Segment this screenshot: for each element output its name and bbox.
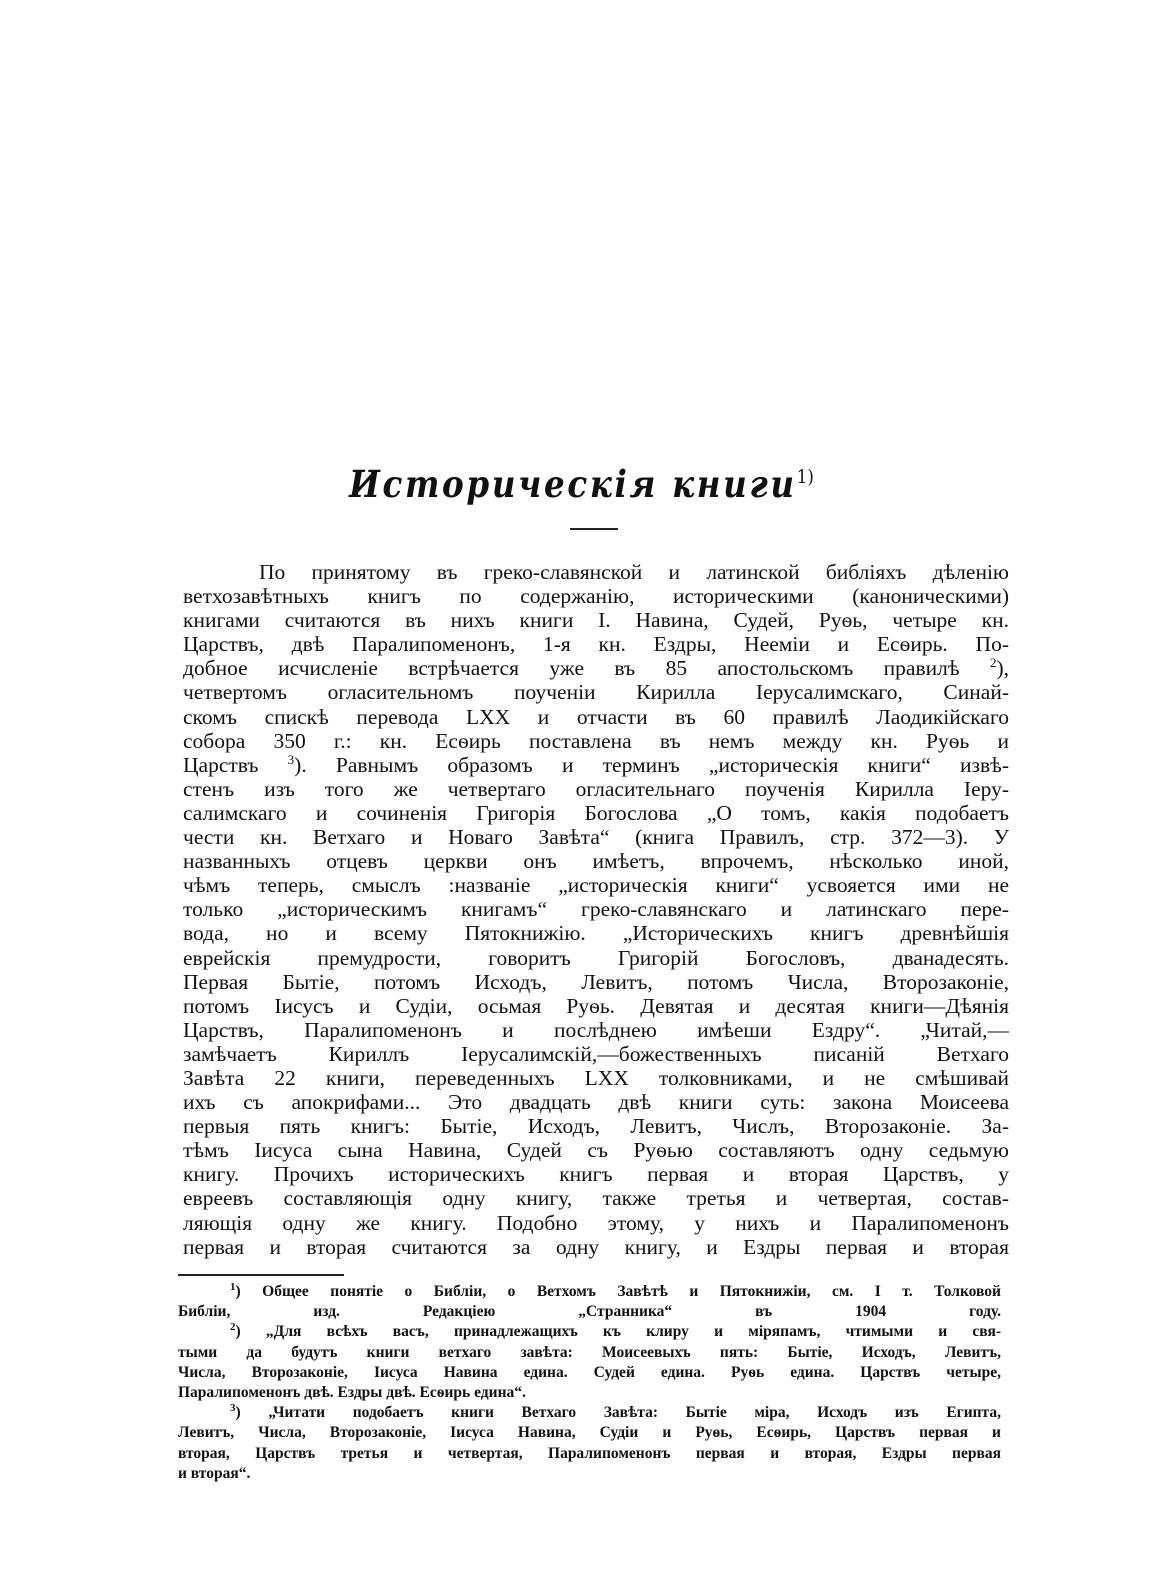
- title-divider: [570, 528, 618, 530]
- text-line: Царствъ, двѣ Паралипоменонъ, 1-я кн. Ездры, Нееміи и Есѳирь. По-: [183, 632, 1009, 657]
- footnote-line: Числа, Второзаконіе, Іисуса Навина едина. Судей едина. Руѳь едина. Царствъ четыре,: [178, 1363, 1001, 1381]
- footnote-line: Библіи, изд. Редакціею „Странника“ въ 1904 году.: [178, 1303, 1001, 1321]
- text-line: потомъ Іисусъ и Судіи, осьмая Руѳь. Девятая и десятая книги—Дѣянія: [183, 993, 1009, 1018]
- text-line: только „историческимъ книгамъ“ греко-славянскаго и латинскаго пере-: [183, 897, 1009, 922]
- footnote-reference: 3: [230, 1402, 236, 1415]
- text-line: Царствъ $^3$). Равнымъ образомъ и терминъ „историческія книги“ извѣ-: [183, 751, 1009, 777]
- text-line: книгу. Прочихъ историческихъ книгъ первая и вторая Царствъ, у: [183, 1162, 1009, 1187]
- footnote-line: $^2$) „Для всѣхъ васъ, принадлежащихъ къ клиру и міряпамъ, чтимыми и свя-: [230, 1321, 1001, 1341]
- text-line: евреевъ составляющія одну книгу, также третья и четвертая, состав-: [183, 1186, 1009, 1211]
- text-line: Первая Бытіе, потомъ Исходъ, Левитъ, потомъ Числа, Второзаконіе,: [183, 969, 1009, 994]
- text-line: скомъ спискѣ перевода LXX и отчасти въ 60 правилѣ Лаодикійскаго: [183, 704, 1009, 729]
- text-line: По принятому въ греко-славянской и латинской библіяхъ дѣленію: [259, 560, 1009, 584]
- footnote-divider: [178, 1274, 344, 1276]
- footnote-line: вторая, Царствъ третья и четвертая, Паралипоменонъ первая и вторая, Ездры первая: [178, 1444, 1001, 1462]
- text-line: ляющія одну же книгу. Подобно этому, у нихъ и Паралипоменонъ: [183, 1210, 1009, 1235]
- text-line: книгами считаются въ нихъ книги І. Навина, Судей, Руѳь, четыре кн.: [183, 608, 1009, 633]
- text-line: чести кн. Ветхаго и Новаго Завѣта“ (книга Правилъ, стр. 372—3). У: [183, 825, 1009, 850]
- text-line: вода, но и всему Пятокнижію. „Историческихъ книгъ древнѣйшія: [183, 921, 1009, 946]
- main-paragraph: [183, 560, 1009, 1259]
- footnotes: [178, 1282, 1001, 1484]
- footnote-line: тыми да будутъ книги ветхаго завѣта: Моисеевыхъ пять: Бытіе, Исходъ, Левитъ,: [178, 1343, 1001, 1361]
- text-line: чѣмъ теперь, смыслъ :названіе „историческія книги“ усвояется ими не: [183, 873, 1009, 898]
- footnote-line: $^3$) „Читати подобаетъ книги Ветхаго Завѣта: Бытіе міра, Исходъ изъ Египта,: [230, 1402, 1001, 1422]
- chapter-title: [70, 452, 1093, 509]
- chapter-title-text: Историческія книги: [349, 462, 797, 506]
- text-line: ветхозавѣтныхъ книгъ по содержанію, историческими (каноническими): [183, 584, 1009, 609]
- footnote-line: Левитъ, Числа, Второзаконіе, Іисуса Навина, Судіи и Руѳь, Есѳирь, Царствъ первая и: [178, 1424, 1001, 1442]
- text-line: первыя пять книгъ: Бытіе, Исходъ, Левитъ, Числъ, Второзаконіе. За-: [183, 1114, 1009, 1139]
- text-line: четвертомъ огласительномъ поученіи Кирилла Іерусалимскаго, Синай-: [183, 680, 1009, 705]
- text-line: собора 350 г.: кн. Есѳирь поставлена въ немъ между кн. Руѳь и: [183, 728, 1009, 753]
- title-footnote-mark: 1): [796, 466, 814, 488]
- footnote-reference: 3: [287, 751, 295, 767]
- text-line: еврейскія премудрости, говоритъ Григорій Богословъ, дванадесять.: [183, 945, 1009, 970]
- footnote-line: Паралипоменонъ двѣ. Ездры двѣ. Есѳирь едина“.: [178, 1383, 526, 1401]
- text-line: Царствъ, Паралипоменонъ и послѣднею имѣеши Ездру“. „Читай,—: [183, 1017, 1009, 1042]
- text-line: стенъ изъ того же четвертаго огласительнаго поученія Кирилла Іеру-: [183, 776, 1009, 801]
- text-line: тѣмъ Іисуса сына Навина, Судей съ Руѳью составляютъ одну седьмую: [183, 1138, 1009, 1163]
- footnote-reference: 1: [230, 1281, 236, 1293]
- text-line: ихъ съ апокрифами... Это двадцать двѣ книги суть: закона Моисеева: [183, 1090, 1009, 1115]
- footnote-reference: 2: [230, 1321, 236, 1334]
- text-line: Завѣта 22 книги, переведенныхъ LXX толковниками, и не смѣшивай: [183, 1065, 1009, 1090]
- text-line: названныхъ отцевъ церкви онъ имѣетъ, впрочемъ, нѣсколько иной,: [183, 849, 1009, 874]
- footnote-line: и вторая“.: [178, 1464, 251, 1482]
- text-line: добное исчисленіе встрѣчается уже въ 85 апостольскомъ правилѣ $^2$),: [183, 655, 1009, 681]
- text-line: салимскаго и сочиненія Григорія Богослова „О томъ, какія подобаетъ: [183, 800, 1009, 825]
- footnote-line: $^1$) Общее понятіе о Библіи, о Ветхомъ Завѣтѣ и Пятокнижіи, см. І т. Толковой: [230, 1281, 1001, 1300]
- text-line: замѣчаетъ Кириллъ Іерусалимскій,—божественныхъ писаній Ветхаго: [183, 1041, 1009, 1066]
- text-line: первая и вторая считаются за одну книгу, и Ездры первая и вторая: [183, 1234, 1009, 1259]
- footnote-reference: 2: [989, 655, 997, 671]
